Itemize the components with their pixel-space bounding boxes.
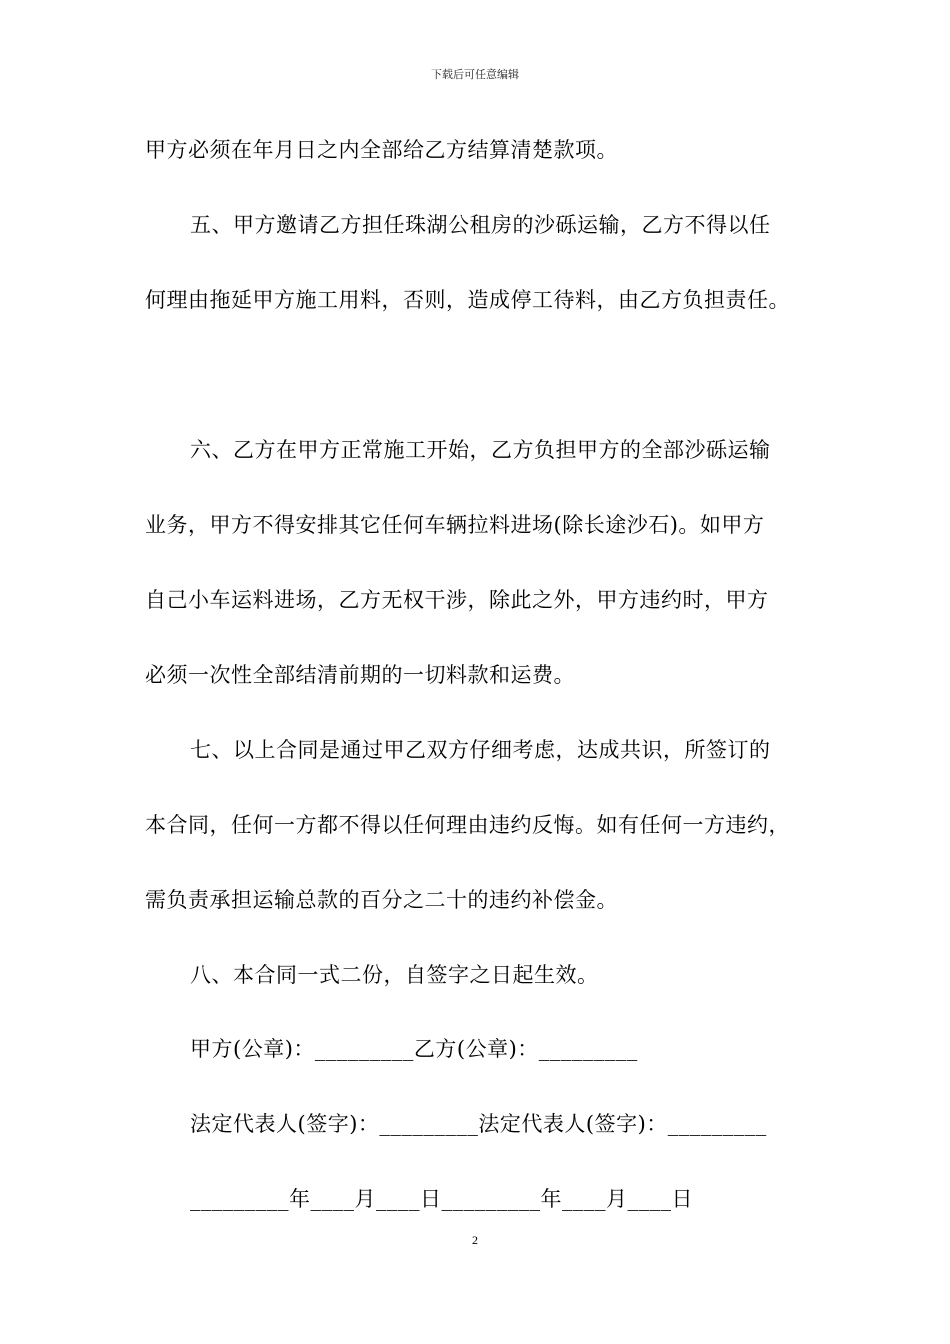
clause-six-line-4: 必须一次性全部结清前期的一切料款和运费。	[145, 663, 575, 687]
page-number: 2	[472, 1233, 478, 1247]
seal-line: 甲方(公章)：_________乙方(公章)：_________	[190, 1037, 638, 1061]
clause-eight-line: 八、本合同一式二份，自签字之日起生效。	[190, 963, 599, 987]
clause-six-line-2: 业务，甲方不得安排其它任何车辆拉料进场(除长途沙石)。如甲方	[145, 513, 765, 537]
clause-six-line-3: 自己小车运料进场，乙方无权干涉，除此之外，甲方违约时，甲方	[145, 588, 769, 612]
paragraph-line-1: 甲方必须在年月日之内全部给乙方结算清楚款项。	[145, 138, 618, 162]
clause-five-line-1: 五、甲方邀请乙方担任珠湖公租房的沙砾运输，乙方不得以任	[190, 213, 771, 237]
clause-seven-line-2: 本合同，任何一方都不得以任何理由违约反悔。如有任何一方违约，	[145, 813, 790, 837]
date-line: _________年____月____日_________年____月____日	[190, 1187, 693, 1211]
clause-six-line-1: 六、乙方在甲方正常施工开始，乙方负担甲方的全部沙砾运输	[190, 438, 771, 462]
clause-seven-line-3: 需负责承担运输总款的百分之二十的违约补偿金。	[145, 888, 618, 912]
page-header: 下载后可任意编辑	[431, 68, 519, 81]
clause-five-line-2: 何理由拖延甲方施工用料，否则，造成停工待料，由乙方负担责任。	[145, 288, 790, 312]
clause-seven-line-1: 七、以上合同是通过甲乙双方仔细考虑，达成共识，所签订的	[190, 738, 771, 762]
representative-line: 法定代表人(签字)：_________法定代表人(签字)：_________	[190, 1112, 767, 1136]
